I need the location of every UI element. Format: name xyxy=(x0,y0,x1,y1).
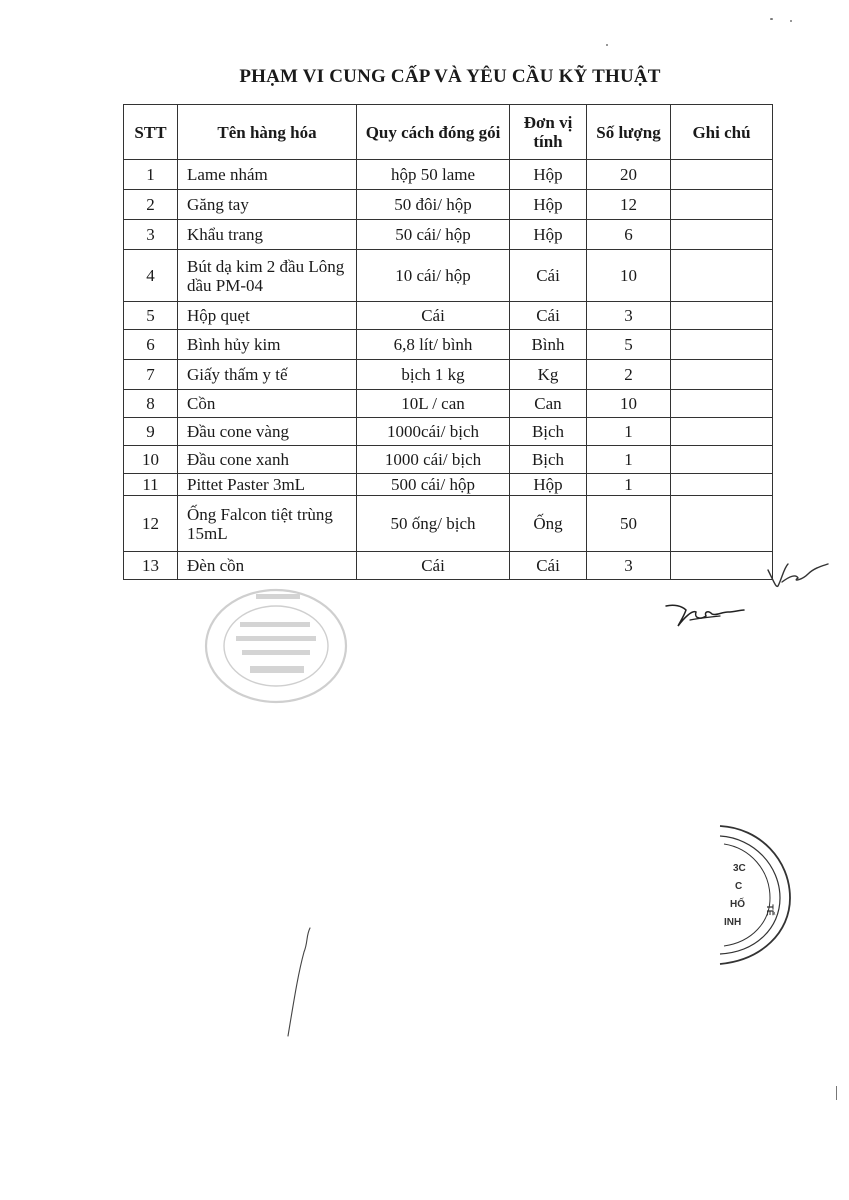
table-row xyxy=(124,446,773,474)
cell-quantity: 20 xyxy=(587,160,671,190)
cell-packaging: 6,8 lít/ bình xyxy=(357,330,510,360)
cell-quantity: 1 xyxy=(587,474,671,496)
cell-name: Lame nhám xyxy=(178,160,357,190)
table-row xyxy=(124,360,773,390)
cell-stt: 5 xyxy=(124,302,178,330)
cell-unit: Hộp xyxy=(510,474,587,496)
cell-note xyxy=(671,190,773,220)
cell-stt: 4 xyxy=(124,250,178,302)
cell-name: Đầu cone xanh xyxy=(178,446,357,474)
cell-packaging: 10L / can xyxy=(357,390,510,418)
cell-stt: 2 xyxy=(124,190,178,220)
cell-unit: Can xyxy=(510,390,587,418)
table-row xyxy=(124,330,773,360)
table-row xyxy=(124,220,773,250)
cell-unit: Hộp xyxy=(510,160,587,190)
header-unit: Đơn vị tính xyxy=(510,105,587,160)
header-stt: STT xyxy=(124,105,178,160)
cell-quantity: 3 xyxy=(587,302,671,330)
cell-packaging: Cái xyxy=(357,302,510,330)
table-row xyxy=(124,160,773,190)
cell-name: Cồn xyxy=(178,390,357,418)
cell-note xyxy=(671,220,773,250)
cell-name: Đầu cone vàng xyxy=(178,418,357,446)
cell-packaging: 500 cái/ hộp xyxy=(357,474,510,496)
cell-name: Khẩu trang xyxy=(178,220,357,250)
cell-unit: Bịch xyxy=(510,446,587,474)
cell-unit: Kg xyxy=(510,360,587,390)
stamp-text-line: C xyxy=(735,881,743,892)
cell-unit: Hộp xyxy=(510,220,587,250)
table-row xyxy=(124,250,773,302)
cell-packaging: 1000cái/ bịch xyxy=(357,418,510,446)
cell-quantity: 50 xyxy=(587,496,671,552)
header-packaging: Quy cách đóng gói xyxy=(357,105,510,160)
initials-signature xyxy=(660,598,750,632)
table-row xyxy=(124,496,773,552)
cell-note xyxy=(671,418,773,446)
cell-unit: Cái xyxy=(510,250,587,302)
scan-speck xyxy=(606,44,608,46)
table-row xyxy=(124,474,773,496)
specification-table xyxy=(123,104,773,580)
cell-stt: 1 xyxy=(124,160,178,190)
header-name: Tên hàng hóa xyxy=(178,105,357,160)
cell-unit: Bình xyxy=(510,330,587,360)
cell-stt: 8 xyxy=(124,390,178,418)
cell-packaging: 50 đôi/ hộp xyxy=(357,190,510,220)
table-header-row xyxy=(124,105,773,160)
cell-packaging: bịch 1 kg xyxy=(357,360,510,390)
cell-quantity: 3 xyxy=(587,552,671,580)
cell-note xyxy=(671,330,773,360)
cell-packaging: Cái xyxy=(357,552,510,580)
table-body xyxy=(124,160,773,580)
cell-quantity: 10 xyxy=(587,250,671,302)
cell-name: Pittet Paster 3mL xyxy=(178,474,357,496)
table-row xyxy=(124,302,773,330)
cell-note xyxy=(671,302,773,330)
cell-stt: 12 xyxy=(124,496,178,552)
initials-signature xyxy=(762,556,832,596)
faded-stamp-icon xyxy=(196,584,356,714)
header-quantity: Số lượng xyxy=(587,105,671,160)
cell-quantity: 12 xyxy=(587,190,671,220)
cell-unit: Hộp xyxy=(510,190,587,220)
cell-stt: 13 xyxy=(124,552,178,580)
cell-stt: 9 xyxy=(124,418,178,446)
cell-quantity: 2 xyxy=(587,360,671,390)
pen-stroke-mark xyxy=(280,924,320,1044)
scan-speck xyxy=(770,18,773,20)
cell-packaging: 50 cái/ hộp xyxy=(357,220,510,250)
table-row xyxy=(124,390,773,418)
cell-quantity: 1 xyxy=(587,418,671,446)
cell-unit: Cái xyxy=(510,552,587,580)
cell-note xyxy=(671,390,773,418)
stamp-text-line: HỐ xyxy=(730,899,745,910)
header-note: Ghi chú xyxy=(671,105,773,160)
table-row xyxy=(124,552,773,580)
stamp-text-line: INH xyxy=(724,917,742,928)
cell-packaging: hộp 50 lame xyxy=(357,160,510,190)
cell-note xyxy=(671,474,773,496)
cell-note xyxy=(671,360,773,390)
cell-unit: Cái xyxy=(510,302,587,330)
cell-unit: Ống xyxy=(510,496,587,552)
cell-quantity: 10 xyxy=(587,390,671,418)
cell-note xyxy=(671,446,773,474)
stamp-text-line: 3C xyxy=(733,863,746,874)
cell-note xyxy=(671,250,773,302)
cell-quantity: 5 xyxy=(587,330,671,360)
cell-stt: 6 xyxy=(124,330,178,360)
table-row xyxy=(124,418,773,446)
cell-name: Bút dạ kim 2 đầu Lông dầu PM-04 xyxy=(178,250,357,302)
cell-name: Găng tay xyxy=(178,190,357,220)
cell-note xyxy=(671,552,773,580)
cell-name: Giấy thấm y tế xyxy=(178,360,357,390)
table-row xyxy=(124,190,773,220)
cell-note xyxy=(671,160,773,190)
scan-speck xyxy=(836,1086,837,1100)
round-stamp-icon xyxy=(700,820,810,970)
cell-stt: 10 xyxy=(124,446,178,474)
stamp-side-mark: TẾ xyxy=(764,904,775,916)
cell-name: Ống Falcon tiệt trùng 15mL xyxy=(178,496,357,552)
cell-quantity: 6 xyxy=(587,220,671,250)
cell-packaging: 50 ống/ bịch xyxy=(357,496,510,552)
cell-quantity: 1 xyxy=(587,446,671,474)
cell-name: Bình hủy kim xyxy=(178,330,357,360)
cell-packaging: 1000 cái/ bịch xyxy=(357,446,510,474)
cell-packaging: 10 cái/ hộp xyxy=(357,250,510,302)
cell-name: Hộp quẹt xyxy=(178,302,357,330)
cell-stt: 7 xyxy=(124,360,178,390)
scan-speck xyxy=(790,20,792,22)
cell-note xyxy=(671,496,773,552)
page-title: PHẠM VI CUNG CẤP VÀ YÊU CẦU KỸ THUẬT xyxy=(239,66,661,87)
cell-unit: Bịch xyxy=(510,418,587,446)
cell-stt: 11 xyxy=(124,474,178,496)
cell-stt: 3 xyxy=(124,220,178,250)
cell-name: Đèn cồn xyxy=(178,552,357,580)
